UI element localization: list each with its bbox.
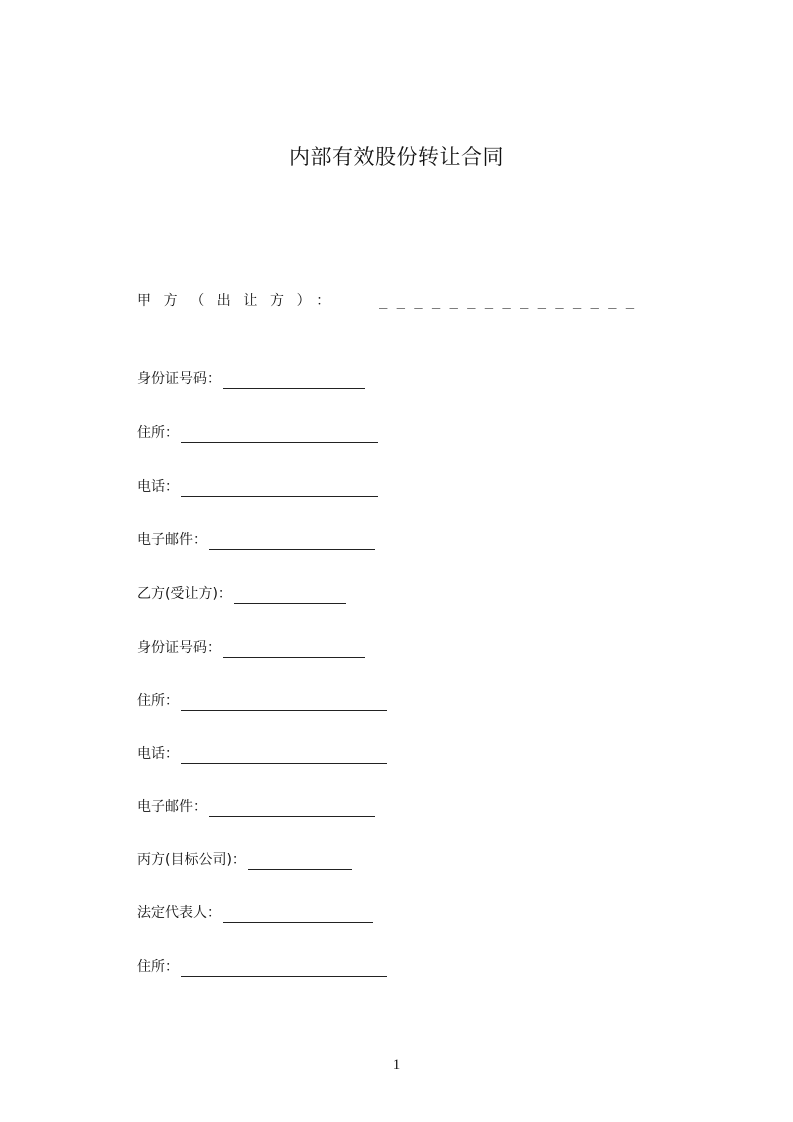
blank-line[interactable] (234, 589, 346, 604)
blank-line[interactable] (248, 855, 352, 870)
field-label: 身份证号码： (137, 371, 221, 387)
party-a-email-field (137, 530, 375, 550)
blank-line[interactable] (181, 482, 378, 497)
field-label: 住所： (137, 959, 179, 975)
field-label: 电话： (137, 746, 179, 762)
blank-line[interactable] (223, 643, 365, 658)
field-label: 电子邮件： (137, 799, 207, 815)
field-label: 电话： (137, 479, 179, 495)
page-number: 1 (392, 1057, 401, 1073)
party-c-field (137, 850, 352, 870)
party-b-email-field (137, 797, 375, 817)
blank-line[interactable] (181, 749, 387, 764)
field-label: 法定代表人： (137, 905, 221, 921)
field-label: 丙方(目标公司)： (137, 852, 246, 868)
party-b-id-field (137, 638, 365, 658)
blank-line[interactable] (223, 374, 365, 389)
blank-line[interactable] (209, 802, 375, 817)
party-a-label: 甲方（出让方）： (137, 293, 343, 309)
party-b-address-field (137, 691, 387, 711)
party-a-id-field (137, 369, 365, 389)
party-a-address-field (137, 423, 378, 443)
blank-line[interactable] (223, 908, 373, 923)
field-label: 电子邮件： (137, 532, 207, 548)
blank-line[interactable] (209, 535, 375, 550)
party-b-phone-field (137, 744, 387, 764)
field-label: 住所： (137, 425, 179, 441)
field-label: 乙方(受让方)： (137, 586, 232, 602)
legal-rep-field (137, 903, 373, 923)
party-a-blank[interactable]: _______________ (379, 293, 644, 309)
contract-title: 内部有效股份转让合同 (289, 145, 504, 169)
field-label: 住所： (137, 693, 179, 709)
party-b-field (137, 584, 346, 604)
field-label: 身份证号码： (137, 640, 221, 656)
blank-line[interactable] (181, 962, 387, 977)
blank-line[interactable] (181, 696, 387, 711)
party-a-phone-field (137, 477, 378, 497)
party-a-row (137, 290, 644, 312)
party-c-address-field (137, 957, 387, 977)
blank-line[interactable] (181, 428, 378, 443)
